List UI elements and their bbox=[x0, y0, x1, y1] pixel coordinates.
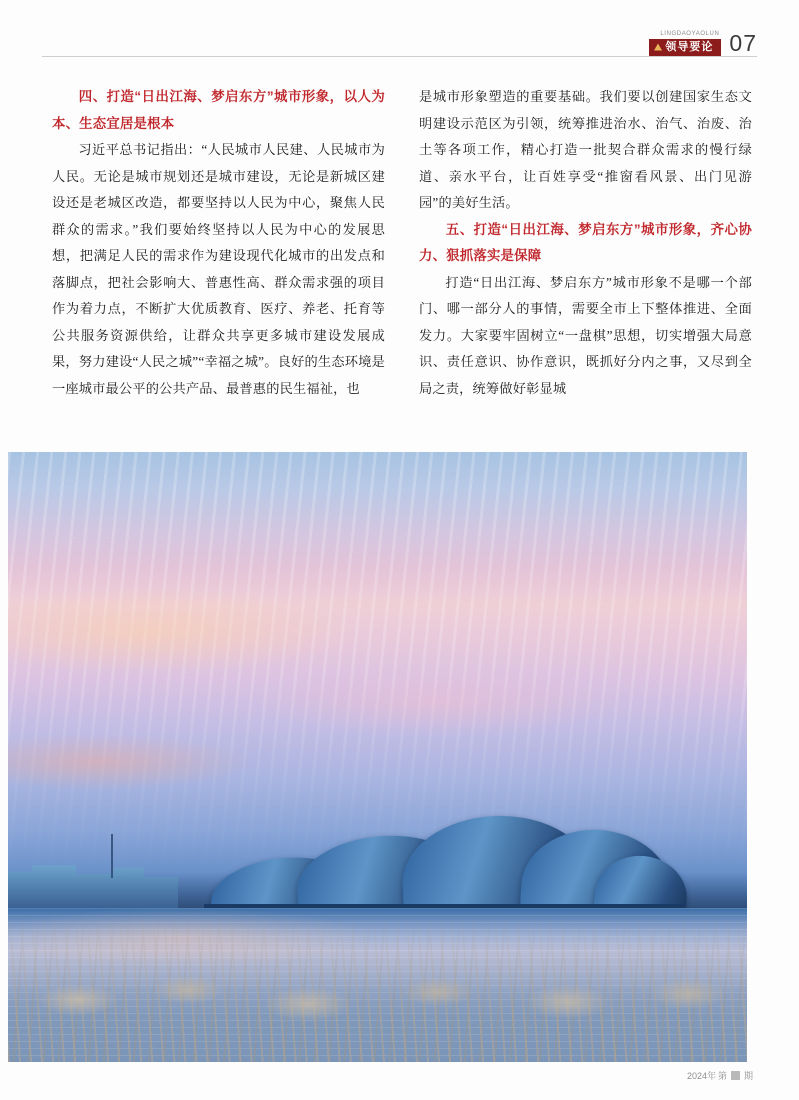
paragraph-right-continued: 是城市形象塑造的重要基础。我们要以创建国家生态文明建设示范区为引领，统筹推进治水、治气、治废、治土等各项工作，精心打造一批契合群众需求的慢行绿道、亲水平台，让百姓享受“推窗看风景、出门见游园”的美好生活。 bbox=[419, 89, 752, 210]
photo-reed-tufts bbox=[8, 942, 747, 1062]
header-section-label bbox=[649, 39, 721, 56]
subheading-five: 五、打造“日出江海、梦启东方”城市形象，齐心协力、狠抓落实是保障 bbox=[419, 221, 752, 263]
page-number: 07 bbox=[729, 30, 757, 56]
page-header bbox=[649, 14, 757, 56]
photo-tower bbox=[111, 834, 113, 878]
header-section-text: 领导要论 bbox=[665, 40, 714, 53]
footer-issue-number-box bbox=[731, 1071, 740, 1080]
paragraph-right-2: 打造“日出江海、梦启东方”城市形象不是哪一个部门、哪一部分人的事情，需要全市上下整体推进、全面发力。大家要牢固树立“一盘棋”思想，切实增强大局意识、责任意识、协作意识，既抓好分内之事，又尽到全局之责，统筹做好彰显城 bbox=[419, 274, 752, 396]
footer-issue-prefix: 第 bbox=[717, 1071, 727, 1081]
column-left bbox=[52, 84, 385, 402]
header-divider bbox=[42, 56, 757, 57]
paragraph-left-1: 习近平总书记指出：“人民城市人民建、人民城市为人民。无论是城市规划还是城市建设，无论是新城区建设还是老城区改造，都要坚持以人民为中心，聚焦人民群众的需求。”我们要始终坚持以人民为中心的发展思想，把满足人民的需求作为建设现代化城市的出发点和落脚点，把社会影响大、普惠性高、群众需求强的项目作为着力点，不断扩大优质教育、医疗、养老、托育等公共服务资源供给，让群众共享更多城市建设发展成果，努力建设“人民之城”“幸福之城”。良好的生态环境是一座城市最公平的公共产品、最普惠的民生福祉，也 bbox=[52, 142, 385, 396]
subheading-four: 四、打造“日出江海、梦启东方”城市形象，以人为本、生态宜居是根本 bbox=[52, 89, 385, 131]
footer-issue-suffix: 期 bbox=[743, 1071, 753, 1081]
footer-year: 2024年 bbox=[686, 1071, 716, 1081]
triangle-icon bbox=[654, 44, 662, 51]
header-brand bbox=[649, 31, 721, 56]
column-right bbox=[419, 84, 752, 402]
photo-water bbox=[8, 908, 747, 1062]
photo-landmark-building bbox=[204, 808, 684, 918]
page-footer bbox=[687, 1069, 753, 1082]
article-columns bbox=[52, 84, 752, 402]
photo-sunset-glow bbox=[8, 572, 747, 832]
header-pinyin: LINGDAOYAOLUN bbox=[660, 30, 720, 37]
photo-sky bbox=[8, 452, 747, 1062]
article-photo bbox=[8, 452, 747, 1062]
